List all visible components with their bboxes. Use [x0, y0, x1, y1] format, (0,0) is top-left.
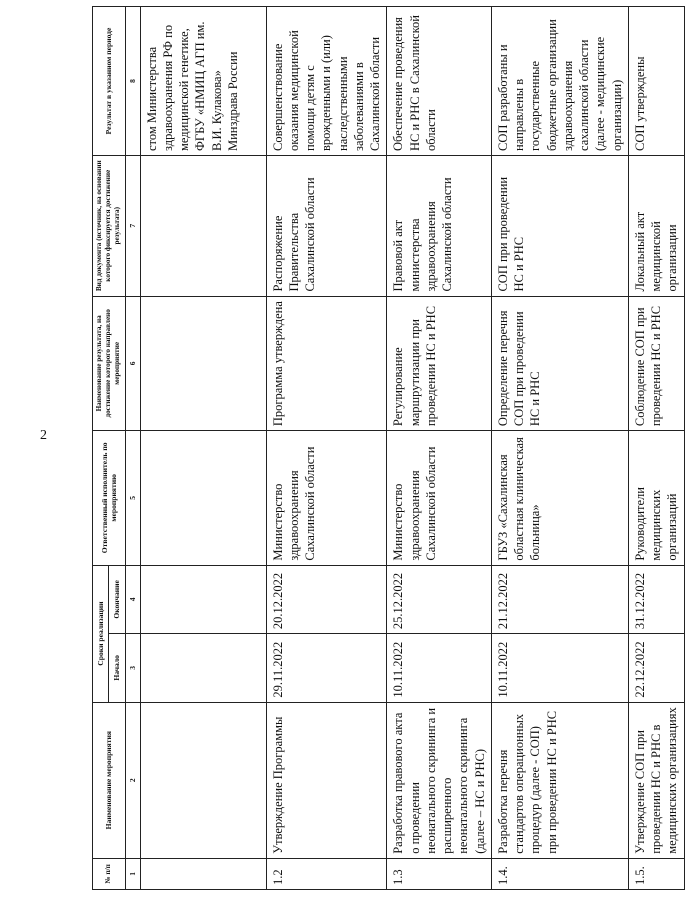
header-timing: Сроки реализации [93, 565, 109, 702]
cell-end: 20.12.2022 [266, 565, 387, 633]
cell-num: 1.4. [491, 858, 628, 889]
cell-num: 1.2 [266, 858, 387, 889]
cell-name: Разработка правового акта о проведении неонатального скрининга и расширенного неонатального скрининга (далее – НС и РНС) [387, 702, 492, 858]
column-number: 3 [125, 634, 140, 702]
cell-end [140, 565, 266, 633]
table-row [266, 7, 387, 890]
column-number: 2 [125, 702, 140, 858]
cell-num: 1.3 [387, 858, 492, 889]
header-row-1 [93, 7, 109, 890]
cell-responsible: Министерство здравоохранения Сахалинской области [387, 431, 492, 566]
cell-responsible [140, 431, 266, 566]
cell-document [140, 156, 266, 297]
cell-name: Разработка перечня стандартов операционных процедур (далее - СОП) при проведении НС и РНС [491, 702, 628, 858]
cell-result: Обеспечение проведения НС и РНС в Сахалинской области [387, 7, 492, 156]
cell-document: Правовой акт министерства здравоохранения Сахалинской области [387, 156, 492, 297]
cell-result: Совершенствование оказания медицинской помощи детям с врожденными и (или) наследственными заболеваниями в Сахалинской области [266, 7, 387, 156]
table-row [140, 7, 266, 890]
cell-start: 29.11.2022 [266, 634, 387, 702]
column-number: 6 [125, 296, 140, 431]
cell-name [140, 702, 266, 858]
rotated-table-wrapper [92, 6, 680, 890]
column-number: 4 [125, 565, 140, 633]
header-start: Начало [109, 634, 125, 702]
cell-result-name [140, 296, 266, 431]
plan-table [92, 6, 685, 890]
cell-num: 1.5. [628, 858, 684, 889]
cell-end: 21.12.2022 [491, 565, 628, 633]
cell-result-name: Регулирование маршрутизации при проведении НС и РНС [387, 296, 492, 431]
cell-name: Утверждение Программы [266, 702, 387, 858]
cell-responsible: Руководители медицинских организаций [628, 431, 684, 566]
cell-name: Утверждение СОП при проведении НС и РНС в медицинских организациях [628, 702, 684, 858]
cell-start: 10.11.2022 [491, 634, 628, 702]
cell-end: 25.12.2022 [387, 565, 492, 633]
cell-start [140, 634, 266, 702]
header-responsible: Ответственный исполнитель по мероприятию [93, 431, 126, 566]
cell-start: 10.11.2022 [387, 634, 492, 702]
column-number: 1 [125, 858, 140, 889]
cell-result-name: Программа утверждена [266, 296, 387, 431]
column-number: 7 [125, 156, 140, 297]
table-row [491, 7, 628, 890]
cell-num [140, 858, 266, 889]
column-number: 5 [125, 431, 140, 566]
header-end: Окончание [109, 565, 125, 633]
cell-start: 22.12.2022 [628, 634, 684, 702]
page-number: 2 [40, 428, 47, 443]
cell-document: СОП при проведении НС и РНС [491, 156, 628, 297]
cell-result: СОП разработаны и направлены в государственные бюджетные организации здравоохранения сахалинской области (далее - медицинские организации) [491, 7, 628, 156]
table-row [387, 7, 492, 890]
header-result-name: Наименование результата, на достижение которого направлено мероприятие [93, 296, 126, 431]
cell-responsible: Министерство здравоохранения Сахалинской области [266, 431, 387, 566]
cell-document: Распоряжение Правительства Сахалинской области [266, 156, 387, 297]
cell-result-name: Определение перечня СОП при проведении НС и РНС [491, 296, 628, 431]
cell-responsible: ГБУЗ «Сахалинская областная клиническая больница» [491, 431, 628, 566]
header-document: Вид документа (источник, на основании которого фиксируется достижение результата) [93, 156, 126, 297]
column-number: 8 [125, 7, 140, 156]
cell-result: СОП утверждены [628, 7, 684, 156]
table-row [628, 7, 684, 890]
header-name: Наименование мероприятия [93, 702, 126, 858]
cell-result-name: Соблюдение СОП при проведении НС и РНС [628, 296, 684, 431]
header-result: Результат в указанном периоде [93, 7, 126, 156]
cell-result: стом Министерства здравоохранения РФ по медицинской генетике, ФГБУ «НМИЦ АГП им. В.И. Кулакова» Минздрава России [140, 7, 266, 156]
header-num: № п/п [93, 858, 126, 889]
cell-document: Локальный акт медицинской организации [628, 156, 684, 297]
cell-end: 31.12.2022 [628, 565, 684, 633]
column-number-row [125, 7, 140, 890]
